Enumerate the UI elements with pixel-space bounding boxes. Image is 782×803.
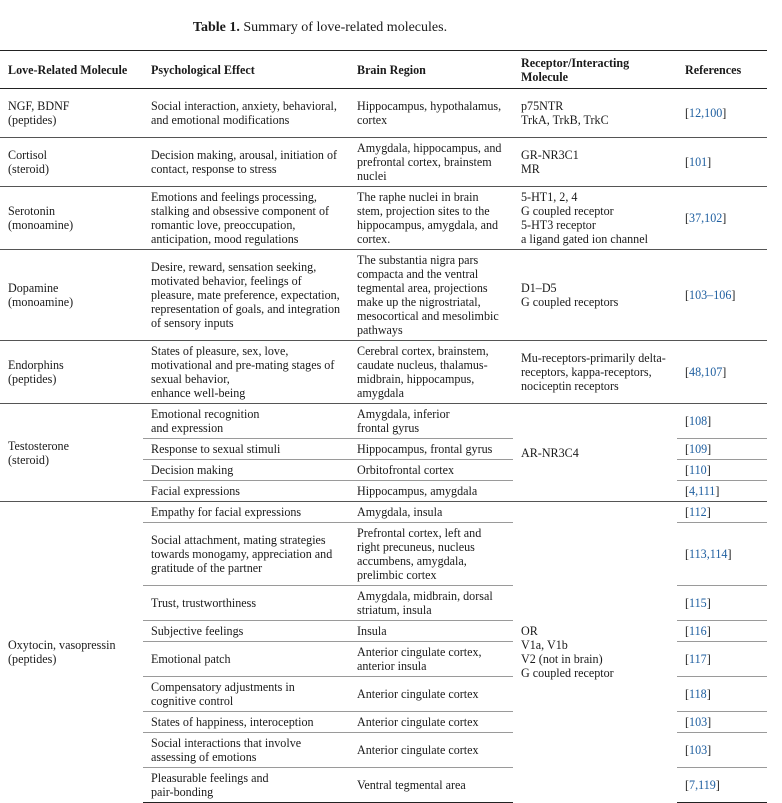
molecule-cell: Dopamine (monoamine) [0, 250, 143, 341]
effect-cell: Emotional recognition and expression [143, 404, 349, 439]
reference-cell: [48,107] [677, 341, 767, 404]
reference-link[interactable]: 103–106 [689, 288, 732, 302]
reference-cell: [108] [677, 404, 767, 439]
effect-cell: Empathy for facial expressions [143, 502, 349, 523]
caption-text: Summary of love-related molecules. [243, 20, 448, 35]
table-row [0, 341, 767, 404]
caption-label: Table 1. [192, 20, 240, 35]
effect-cell: Decision making, arousal, initiation of contact, response to stress [143, 138, 349, 187]
reference-cell: [103–106] [677, 250, 767, 341]
header-region: Brain Region [349, 51, 513, 89]
reference-cell: [118] [677, 677, 767, 712]
molecule-cell: Endorphins (peptides) [0, 341, 143, 404]
region-cell: Hippocampus, hypothalamus, cortex [349, 89, 513, 138]
receptor-cell: p75NTR TrkA, TrkB, TrkC [513, 89, 677, 138]
reference-link[interactable]: 109 [689, 442, 708, 456]
region-cell: Hippocampus, amygdala [349, 481, 513, 502]
reference-link[interactable]: 37,102 [689, 211, 723, 225]
reference-cell: [116] [677, 621, 767, 642]
region-cell: Amygdala, midbrain, dorsal striatum, insula [349, 586, 513, 621]
molecule-cell: Oxytocin, vasopressin (peptides) [0, 502, 143, 803]
table-row [0, 404, 767, 439]
reference-cell: [109] [677, 439, 767, 460]
reference-link[interactable]: 118 [689, 687, 707, 701]
molecule-cell: Testosterone (steroid) [0, 404, 143, 502]
effect-cell: States of happiness, interoception [143, 712, 349, 733]
reference-link[interactable]: 115 [689, 596, 707, 610]
reference-cell: [12,100] [677, 89, 767, 138]
receptor-cell: GR-NR3C1 MR [513, 138, 677, 187]
reference-link[interactable]: 101 [689, 155, 708, 169]
reference-cell: [103] [677, 733, 767, 768]
header-receptor: Receptor/Interacting Molecule [513, 51, 677, 89]
region-cell: Anterior cingulate cortex [349, 712, 513, 733]
reference-link[interactable]: 108 [689, 414, 708, 428]
reference-link[interactable]: 7,119 [689, 778, 716, 792]
region-cell: Orbitofrontal cortex [349, 460, 513, 481]
effect-cell: Subjective feelings [143, 621, 349, 642]
header-molecule: Love-Related Molecule [0, 51, 143, 89]
header-references: References [677, 51, 767, 89]
header-effect: Psychological Effect [143, 51, 349, 89]
region-cell: Amygdala, hippocampus, and prefrontal cortex, brainstem nuclei [349, 138, 513, 187]
reference-link[interactable]: 103 [689, 715, 708, 729]
region-cell: The substantia nigra pars compacta and the ventral tegmental area, projections make up the nigrostriatal, mesocortical and mesolimbic pathways [349, 250, 513, 341]
molecule-cell: NGF, BDNF (peptides) [0, 89, 143, 138]
receptor-cell: D1–D5 G coupled receptors [513, 250, 677, 341]
molecule-cell: Serotonin (monoamine) [0, 187, 143, 250]
effect-cell: Desire, reward, sensation seeking, motivated behavior, feelings of pleasure, mate preference, expectation, representation of goals, and integration of sensory inputs [143, 250, 349, 341]
region-cell: The raphe nuclei in brain stem, projection sites to the hippocampus, amygdala, and cortex. [349, 187, 513, 250]
effect-cell: Decision making [143, 460, 349, 481]
region-cell: Ventral tegmental area [349, 768, 513, 803]
love-molecules-table [0, 50, 767, 803]
effect-cell: Emotions and feelings processing, stalking and obsessive component of romantic love, preoccupation, anticipation, mood regulations [143, 187, 349, 250]
region-cell: Amygdala, insula [349, 502, 513, 523]
reference-link[interactable]: 116 [689, 624, 707, 638]
reference-cell: [37,102] [677, 187, 767, 250]
reference-cell: [4,111] [677, 481, 767, 502]
effect-cell: Compensatory adjustments in cognitive control [143, 677, 349, 712]
reference-link[interactable]: 113,114 [689, 547, 728, 561]
effect-cell: Trust, trustworthiness [143, 586, 349, 621]
reference-link[interactable]: 4,111 [689, 484, 716, 498]
effect-cell: Social attachment, mating strategies towards monogamy, appreciation and gratitude of the partner [143, 523, 349, 586]
molecule-cell: Cortisol (steroid) [0, 138, 143, 187]
effect-cell: Pleasurable feelings and pair-bonding [143, 768, 349, 803]
reference-cell: [103] [677, 712, 767, 733]
table-row [0, 250, 767, 341]
reference-cell: [113,114] [677, 523, 767, 586]
table-row [0, 502, 767, 523]
reference-link[interactable]: 48,107 [689, 365, 723, 379]
region-cell: Anterior cingulate cortex, anterior insula [349, 642, 513, 677]
receptor-cell: 5-HT1, 2, 4 G coupled receptor 5-HT3 receptor a ligand gated ion channel [513, 187, 677, 250]
reference-link[interactable]: 112 [689, 505, 707, 519]
reference-link[interactable]: 103 [689, 743, 708, 757]
effect-cell: Facial expressions [143, 481, 349, 502]
reference-cell: [115] [677, 586, 767, 621]
reference-link[interactable]: 117 [689, 652, 707, 666]
region-cell: Prefrontal cortex, left and right precuneus, nucleus accumbens, amygdala, prelimbic cortex [349, 523, 513, 586]
header-row [0, 51, 767, 89]
receptor-cell: Mu-receptors-primarily delta-receptors, kappa-receptors, nociceptin receptors [513, 341, 677, 404]
effect-cell: Response to sexual stimuli [143, 439, 349, 460]
reference-link[interactable]: 110 [689, 463, 707, 477]
effect-cell: Emotional patch [143, 642, 349, 677]
region-cell: Hippocampus, frontal gyrus [349, 439, 513, 460]
receptor-cell: AR-NR3C4 [513, 404, 677, 502]
region-cell: Anterior cingulate cortex [349, 733, 513, 768]
effect-cell: Social interaction, anxiety, behavioral, and emotional modifications [143, 89, 349, 138]
table-caption [0, 20, 640, 36]
table-row [0, 138, 767, 187]
reference-cell: [101] [677, 138, 767, 187]
region-cell: Amygdala, inferior frontal gyrus [349, 404, 513, 439]
region-cell: Anterior cingulate cortex [349, 677, 513, 712]
reference-cell: [7,119] [677, 768, 767, 803]
table-row [0, 187, 767, 250]
reference-cell: [117] [677, 642, 767, 677]
reference-link[interactable]: 12,100 [689, 106, 723, 120]
reference-cell: [110] [677, 460, 767, 481]
effect-cell: States of pleasure, sex, love, motivational and pre-mating stages of sexual behavior, enhance well-being [143, 341, 349, 404]
reference-cell: [112] [677, 502, 767, 523]
region-cell: Cerebral cortex, brainstem, caudate nucleus, thalamus-midbrain, hippocampus, amygdala [349, 341, 513, 404]
effect-cell: Social interactions that involve assessing of emotions [143, 733, 349, 768]
table-row [0, 89, 767, 138]
region-cell: Insula [349, 621, 513, 642]
receptor-cell: OR V1a, V1b V2 (not in brain) G coupled receptor [513, 502, 677, 803]
